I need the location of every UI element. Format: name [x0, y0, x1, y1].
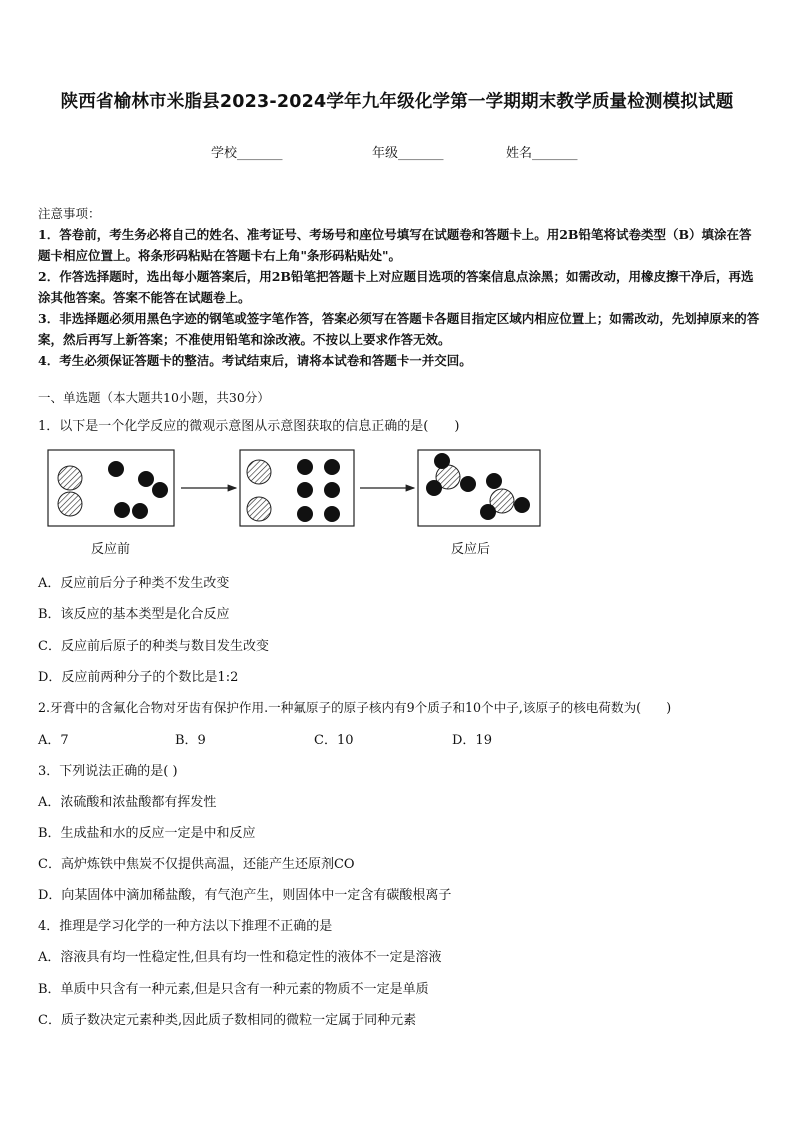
reaction-diagram — [46, 448, 546, 530]
q1-option-a: A．反应前后分子种类不发生改变 — [38, 576, 230, 591]
q3-option-b: B．生成盐和水的反应一定是中和反应 — [38, 826, 256, 841]
before-label: 反应前 — [91, 542, 131, 557]
q1-option-d: D．反应前两种分子的个数比是1:2 — [38, 670, 239, 685]
note-item: 1．答卷前，考生务必将自己的姓名、准考证号、考场号和座位号填写在试题卷和答题卡上。用2B铅笔将试卷类型（B）填涂在答题卡相应位置上。将条形码粘贴在答题卡右上角"条形码粘贴处"。 — [38, 227, 752, 263]
question-1-stem: 1．以下是一个化学反应的微观示意图从示意图获取的信息正确的是( ) — [38, 419, 460, 434]
q1-option-b: B．该反应的基本类型是化合反应 — [38, 607, 230, 622]
section-heading: 一、单选题（本大题共10小题，共30分） — [38, 390, 270, 405]
question-2-stem: 2.牙膏中的含氟化合物对牙齿有保护作用.一种氟原子的原子核内有9个质子和10个中子,该原子的核电荷数为( ) — [38, 700, 672, 715]
after-label: 反应后 — [451, 542, 491, 557]
intermediate-box — [240, 450, 354, 526]
q1-option-c: C．反应前后原子的种类与数目发生改变 — [38, 639, 269, 654]
note-item: 2．作答选择题时，选出每小题答案后，用2B铅笔把答题卡上对应题目选项的答案信息点涂黑；如需改动，用橡皮擦干净后，再选涂其他答案。答案不能答在试题卷上。 — [38, 269, 754, 305]
notes-heading: 注意事项： — [38, 206, 101, 221]
q3-option-a: A．浓硫酸和浓盐酸都有挥发性 — [38, 795, 217, 810]
q2-option-c: C．10 — [314, 733, 354, 748]
q2-option-d: D．19 — [452, 733, 492, 748]
school-field: 学校_______ — [211, 146, 283, 161]
question-4-stem: 4．推理是学习化学的一种方法以下推理不正确的是 — [38, 919, 333, 934]
grade-field: 年级_______ — [372, 146, 444, 161]
exam-notes — [38, 203, 760, 371]
exam-title: 陕西省榆林市米脂县2023-2024学年九年级化学第一学期期末教学质量检测模拟试题 — [60, 92, 734, 112]
q4-option-c: C．质子数决定元素种类,因此质子数相同的微粒一定属于同种元素 — [38, 1013, 417, 1028]
after-reaction-box — [418, 450, 540, 526]
note-item: 4．考生必须保证答题卡的整洁。考试结束后，请将本试卷和答题卡一并交回。 — [38, 353, 472, 368]
question-3-stem: 3．下列说法正确的是( ) — [38, 764, 178, 779]
before-reaction-box — [48, 450, 174, 526]
q4-option-b: B．单质中只含有一种元素,但是只含有一种元素的物质不一定是单质 — [38, 982, 429, 997]
q2-option-b: B．9 — [175, 733, 206, 748]
q3-option-d: D．向某固体中滴加稀盐酸，有气泡产生，则固体中一定含有碳酸根离子 — [38, 888, 452, 903]
note-item: 3．非选择题必须用黑色字迹的钢笔或签字笔作答，答案必须写在答题卡各题目指定区域内相应位置上；如需改动，先划掉原来的答案，然后再写上新答案；不准使用铅笔和涂改液。不按以上要求作答无效。 — [38, 311, 760, 347]
q3-option-c: C．高炉炼铁中焦炭不仅提供高温，还能产生还原剂CO — [38, 857, 355, 872]
q2-option-a: A．7 — [38, 733, 69, 748]
name-field: 姓名_______ — [506, 146, 578, 161]
q4-option-a: A．溶液具有均一性稳定性,但具有均一性和稳定性的液体不一定是溶液 — [38, 950, 442, 965]
